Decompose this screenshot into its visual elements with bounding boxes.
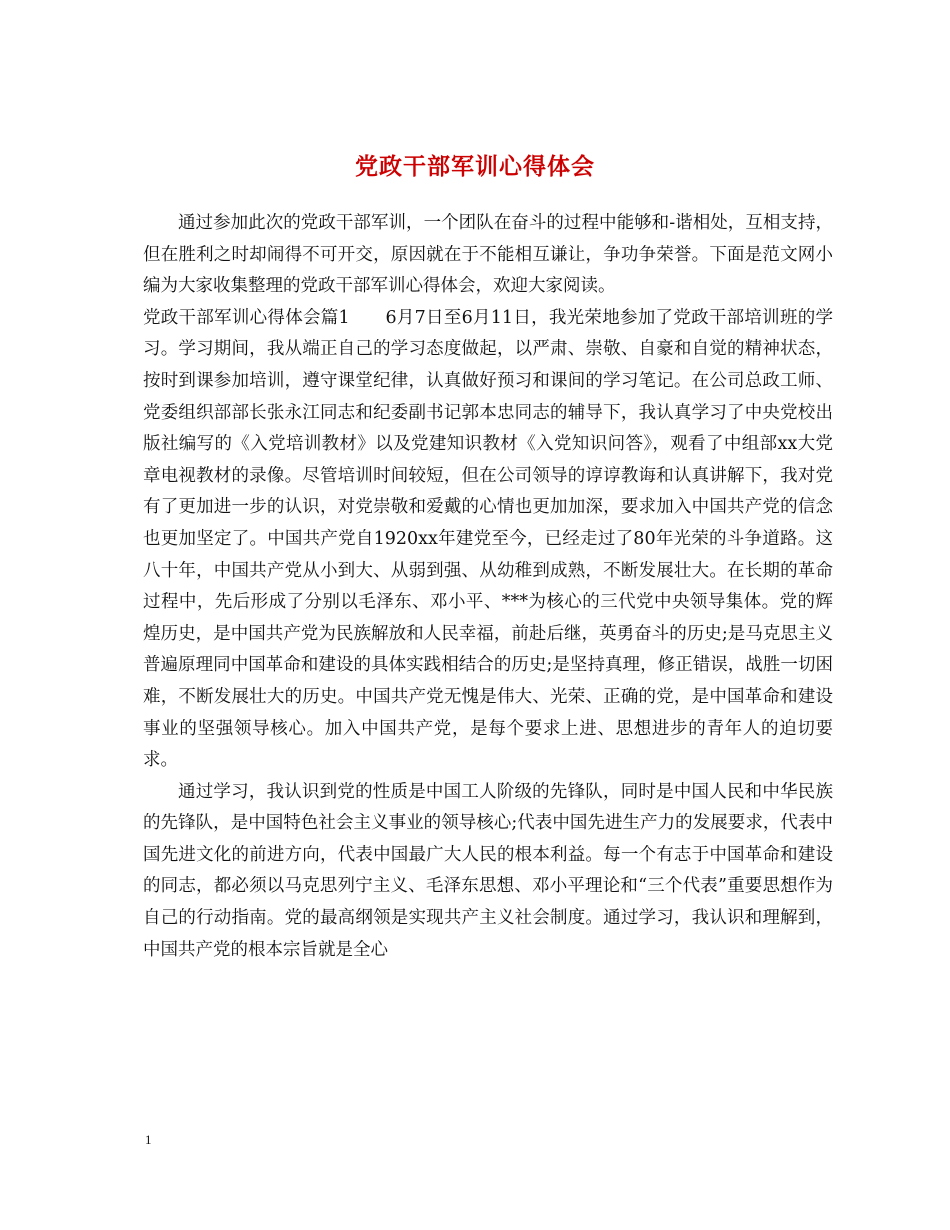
document-body [143,208,833,966]
paragraph-article-1: 党政干部军训心得体会篇1 6月7日至6月11日，我光荣地参加了党政干部培训班的学习。学习期间，我从端正自己的学习态度做起，以严肃、崇敬、自豪和自觉的精神状态，按时到课参加培训，遵守课堂纪律，认真做好预习和课间的学习笔记。在公司总政工师、党委组织部部长张永江同志和纪委副书记郭本忠同志的辅导下，我认真学习了中央党校出版社编写的《入党培训教材》以及党建知识教材《入党知识问答》，观看了中组部xx大党章电视教材的录像。尽管培训时间较短，但在公司领导的谆谆教诲和认真讲解下，我对党有了更加进一步的认识，对党崇敬和爱戴的心情也更加加深，要求加入中国共产党的信念也更加坚定了。中国共产党自1920xx年建党至今，已经走过了80年光荣的斗争道路。这八十年，中国共产党从小到大、从弱到强、从幼稚到成熟，不断发展壮大。在长期的革命过程中，先后形成了分别以毛泽东、邓小平、***为核心的三代党中央领导集体。党的辉煌历史，是中国共产党为民族解放和人民幸福，前赴后继，英勇奋斗的历史;是马克思主义普遍原理同中国革命和建设的具体实践相结合的历史;是坚持真理，修正错误，战胜一切困难，不断发展壮大的历史。中国共产党无愧是伟大、光荣、正确的党，是中国革命和建设事业的坚强领导核心。加入中国共产党，是每个要求上进、思想进步的青年人的迫切要求。 [143,307,833,771]
paragraph-intro: 通过参加此次的党政干部军训，一个团队在奋斗的过程中能够和-谐相处，互相支持，但在胜利之时却闹得不可开交，原因就在于不能相互谦让，争功争荣誉。下面是范文网小编为大家收集整理的党政干部军训心得体会，欢迎大家阅读。 [143,213,833,297]
paragraph-study: 通过学习，我认识到党的性质是中国工人阶级的先锋队，同时是中国人民和中华民族的先锋队，是中国特色社会主义事业的领导核心;代表中国先进生产力的发展要求，代表中国先进文化的前进方向，代表中国最广大人民的根本利益。每一个有志于中国革命和建设的同志，都必须以马克思列宁主义、毛泽东思想、邓小平理论和“三个代表”重要思想作为自己的行动指南。党的最高纲领是实现共产主义社会制度。通过学习，我认识和理解到，中国共产党的根本宗旨就是全心 [143,781,833,960]
document-title: 党政干部军训心得体会 [355,153,595,181]
page-number: 1 [145,1132,152,1147]
